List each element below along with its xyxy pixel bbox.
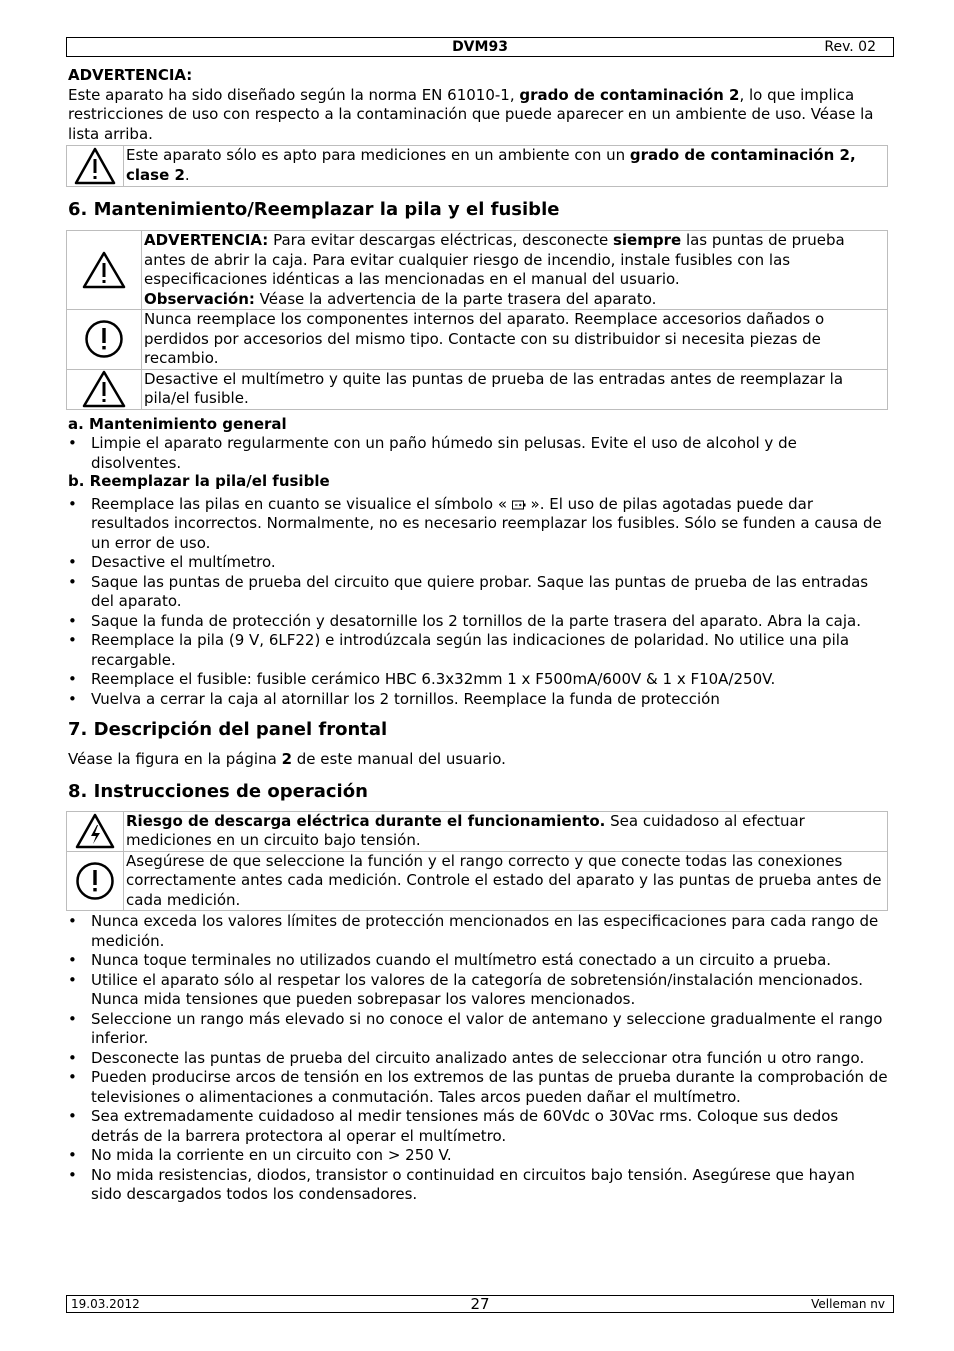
list-item: • Reemplace las pilas en cuanto se visualice el símbolo « ». El uso de pilas agotadas puede dar resultados incorrectos. Normalmente, no es necesario reemplazar los fusibles. Sólo se funden a causa de un error de uso. [68, 495, 890, 554]
section-7-text: Véase la figura en la página 2 de este manual del usuario. [68, 750, 506, 768]
section-8-warnings [66, 811, 888, 912]
advertencia-text: Este aparato ha sido diseñado según la norma EN 61010-1, grado de contaminación 2, lo que implica restricciones de uso con respecto a la contaminación que puede aparecer en un ambiente de uso. Véase la lista arriba. [68, 85, 874, 143]
warning-triangle-icon [67, 369, 142, 409]
list-item: • No mida la corriente en un circuito con > 250 V. [68, 1146, 890, 1166]
warning-text-3: Desactive el multímetro y quite las puntas de prueba de las entradas antes de reemplazar la pila/el fusible. [142, 369, 888, 409]
battery-icon [512, 500, 526, 510]
operation-warning-text: Asegúrese de que seleccione la función y el rango correcto y que conecte todas las conexiones correctamente antes cada medición. Controle el estado del aparato y las puntas de prueba antes de cada medición. [124, 851, 888, 911]
section-6-title: 6. Mantenimiento/Reemplazar la pila y el fusible [68, 199, 560, 220]
section-8-title: 8. Instrucciones de operación [68, 780, 368, 802]
subsection-a-title: a. Mantenimiento general [68, 414, 287, 433]
section-8-list [68, 912, 890, 1205]
list-item: • Desconecte las puntas de prueba del circuito analizado antes de seleccionar otra función u otro rango. [68, 1049, 890, 1069]
section-7-title: 7. Descripción del panel frontal [68, 719, 388, 740]
page-content [68, 66, 890, 1205]
section-6-warnings [66, 230, 888, 410]
list-item: • Limpie el aparato regularmente con un paño húmedo sin pelusas. Evite el uso de alcohol y de disolventes. [68, 434, 890, 473]
page-footer [66, 1295, 894, 1313]
pollution-warning-text: Este aparato sólo es apto para mediciones en un ambiente con un grado de contaminación 2, clase 2. [124, 146, 888, 187]
page-header [66, 37, 894, 57]
list-item: • Seleccione un rango más elevado si no conoce el valor de antemano y seleccione gradualmente el rango inferior. [68, 1010, 890, 1049]
footer-brand: Velleman nv [811, 1297, 885, 1311]
subsection-b-title: b. Reemplazar la pila/el fusible [68, 472, 330, 490]
list-item: • Saque las puntas de prueba del circuito que quiere probar. Saque las puntas de prueba de las entradas del aparato. [68, 573, 890, 612]
list-item: • Vuelva a cerrar la caja al atornillar los 2 tornillos. Reemplace la funda de protección [68, 690, 890, 710]
subsection-a-list [68, 434, 890, 473]
list-item: • Reemplace el fusible: fusible cerámico HBC 6.3x32mm 1 x F500mA/600V & 1 x F10A/250V. [68, 670, 890, 690]
warning-triangle-icon [67, 146, 124, 187]
exclamation-circle-icon [67, 851, 124, 911]
page-number: 27 [470, 1295, 490, 1313]
list-item: • Reemplace la pila (9 V, 6LF22) e introdúzcala según las indicaciones de polaridad. No utilice una pila recargable. [68, 631, 890, 670]
warning-text-1: ADVERTENCIA: Para evitar descargas eléctricas, desconecte siempre las puntas de prueba antes de abrir la caja. Para evitar cualquier riesgo de incendio, instale fusibles con las especificaciones idénticas a las mencionadas en el manual del usuario. Observación: Véase la advertencia de la parte trasera del aparato. [142, 231, 888, 310]
list-item: • Desactive el multímetro. [68, 553, 890, 573]
electric-shock-warning-icon [67, 811, 124, 851]
revision: Rev. 02 [824, 39, 876, 55]
exclamation-circle-icon [67, 310, 142, 370]
list-item: • Sea extremadamente cuidadoso al medir tensiones más de 60Vdc o 30Vac rms. Coloque sus dedos detrás de la barrera protectora al operar el multímetro. [68, 1107, 890, 1146]
model-name: DVM93 [452, 39, 508, 55]
list-item: • Nunca toque terminales no utilizados cuando el multímetro está conectado a un circuito a prueba. [68, 951, 890, 971]
list-item: • Saque la funda de protección y desatornille los 2 tornillos de la parte trasera del aparato. Abra la caja. [68, 612, 890, 632]
subsection-b-list [68, 495, 890, 710]
pollution-warning-box [66, 145, 888, 187]
list-item: • No mida resistencias, diodos, transistor o continuidad en circuitos bajo tensión. Asegúrese que hayan sido descargados todos los condensadores. [68, 1166, 890, 1205]
list-item: • Nunca exceda los valores límites de protección mencionados en las especificaciones para cada rango de medición. [68, 912, 890, 951]
shock-warning-text: Riesgo de descarga eléctrica durante el funcionamiento. Sea cuidadoso al efectuar mediciones en un circuito bajo tensión. [124, 811, 888, 851]
warning-triangle-icon [67, 231, 142, 310]
list-item: • Utilice el aparato sólo al respetar los valores de la categoría de sobretensión/instalación mencionados. Nunca mida tensiones que pueden sobrepasar los valores mencionados. [68, 971, 890, 1010]
list-item: • Pueden producirse arcos de tensión en los extremos de las puntas de prueba durante la comprobación de televisiones o alimentaciones a conmutación. Tales arcos pueden dañar el multímetro. [68, 1068, 890, 1107]
footer-date: 19.03.2012 [71, 1297, 140, 1311]
advertencia-title: ADVERTENCIA: [68, 66, 193, 84]
warning-text-2: Nunca reemplace los componentes internos del aparato. Reemplace accesorios dañados o perdidos por accesorios del mismo tipo. Contacte con su distribuidor si necesita piezas de recambio. [142, 310, 888, 370]
